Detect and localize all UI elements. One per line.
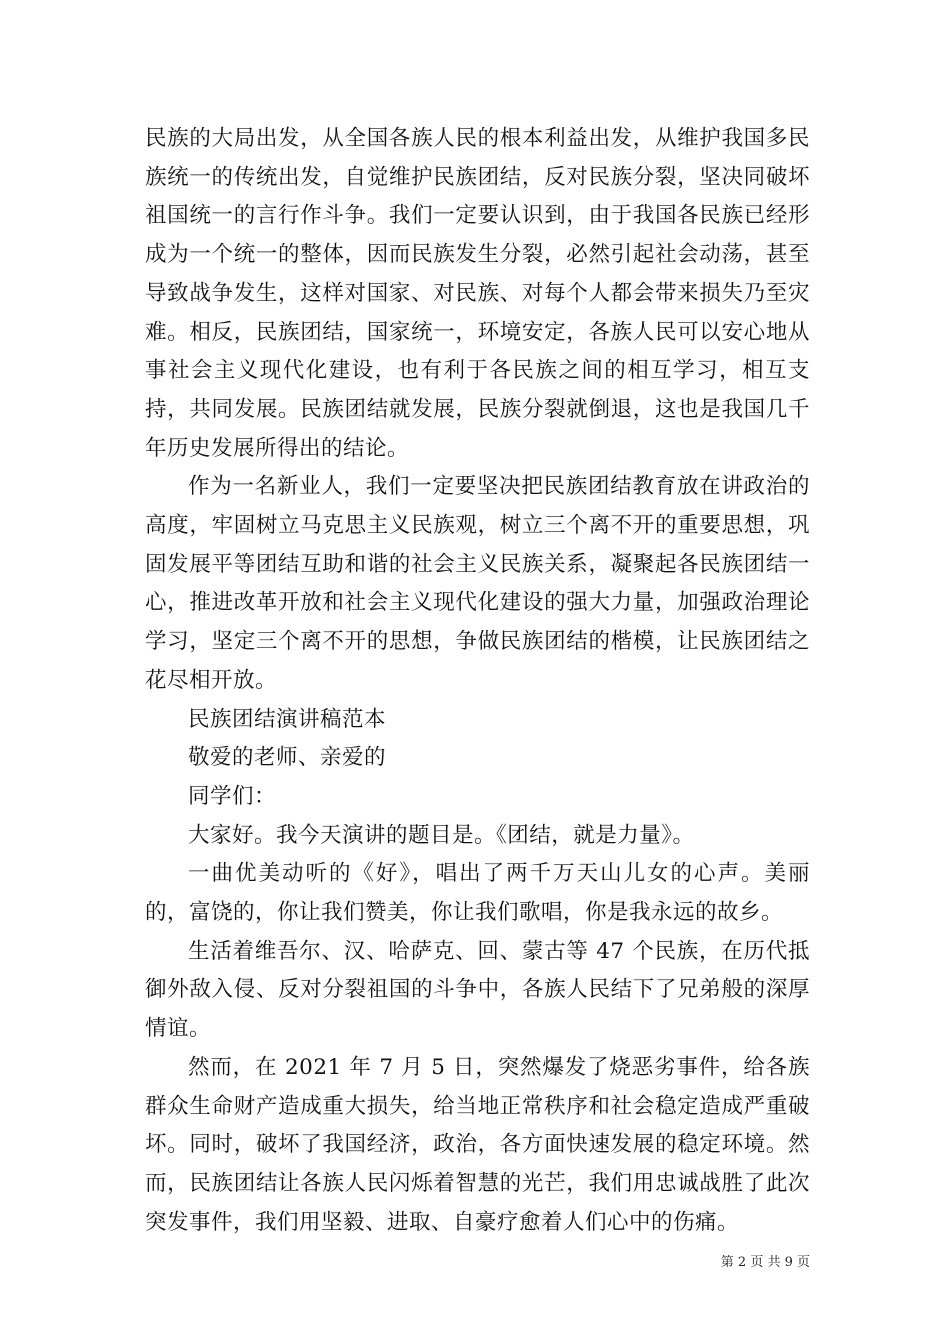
salutation-students: 同学们： bbox=[188, 783, 277, 809]
song-paragraph: 一曲优美动听的《好》，唱出了两千万天山儿女的心声。美丽的，富饶的，你让我们赞美，你让我们歌唱，你是我永远的故乡。 bbox=[145, 861, 810, 926]
paragraph-continuation: 民族的大局出发，从全国各族人民的根本利益出发，从维护我国多民族统一的传统出发，自觉维护民族团结，反对民族分裂，坚决同破坏祖国统一的言行作斗争。我们一定要认识到，由于我国各民族已经形成为一个统一的整体，因而民族发生分裂，必然引起社会动荡，甚至导致战争发生，这样对国家、对民族、对每个人都会带来损失乃至灾难。相反，民族团结，国家统一，环境安定，各族人民可以安心地从事社会主义现代化建设，也有利于各民族之间的相互学习，相互支持，共同发展。民族团结就发展，民族分裂就倒退，这也是我国几千年历史发展所得出的结论。 bbox=[145, 126, 810, 461]
page-number: 第 2 页 共 9 页 bbox=[720, 1255, 810, 1270]
speech-title: 民族团结演讲稿范本 bbox=[188, 706, 387, 732]
salutation-teachers: 敬爱的老师、亲爱的 bbox=[188, 745, 387, 771]
ethnic-groups-paragraph: 生活着维吾尔、汉、哈萨克、回、蒙古等 47 个民族，在历代抵御外敌入侵、反对分裂祖国的斗争中，各族人民结下了兄弟般的深厚情谊。 bbox=[145, 938, 810, 1042]
paragraph-new-industry: 作为一名新业人，我们一定要坚决把民族团结教育放在讲政治的高度，牢固树立马克思主义民族观，树立三个离不开的重要思想，巩固发展平等团结互助和谐的社会主义民族关系，凝聚起各民族团结一心，推进改革开放和社会主义现代化建设的强大力量，加强政治理论学习，坚定三个离不开的思想，争做民族团结的楷模，让民族团结之花尽相开放。 bbox=[145, 474, 810, 693]
greeting-paragraph: 大家好。我今天演讲的题目是。《团结，就是力量》。 bbox=[188, 822, 695, 848]
document-body bbox=[145, 120, 810, 1242]
incident-paragraph: 然而，在 2021 年 7 月 5 日，突然爆发了烧恶劣事件，给各族群众生命财产造成重大损失，给当地正常秩序和社会稳定造成严重破坏。同时，破坏了我国经济，政治，各方面快速发展的稳定环境。然而，民族团结让各族人民闪烁着智慧的光芒，我们用忠诚战胜了此次突发事件，我们用坚毅、进取、自豪疗愈着人们心中的伤痛。 bbox=[145, 1054, 810, 1235]
